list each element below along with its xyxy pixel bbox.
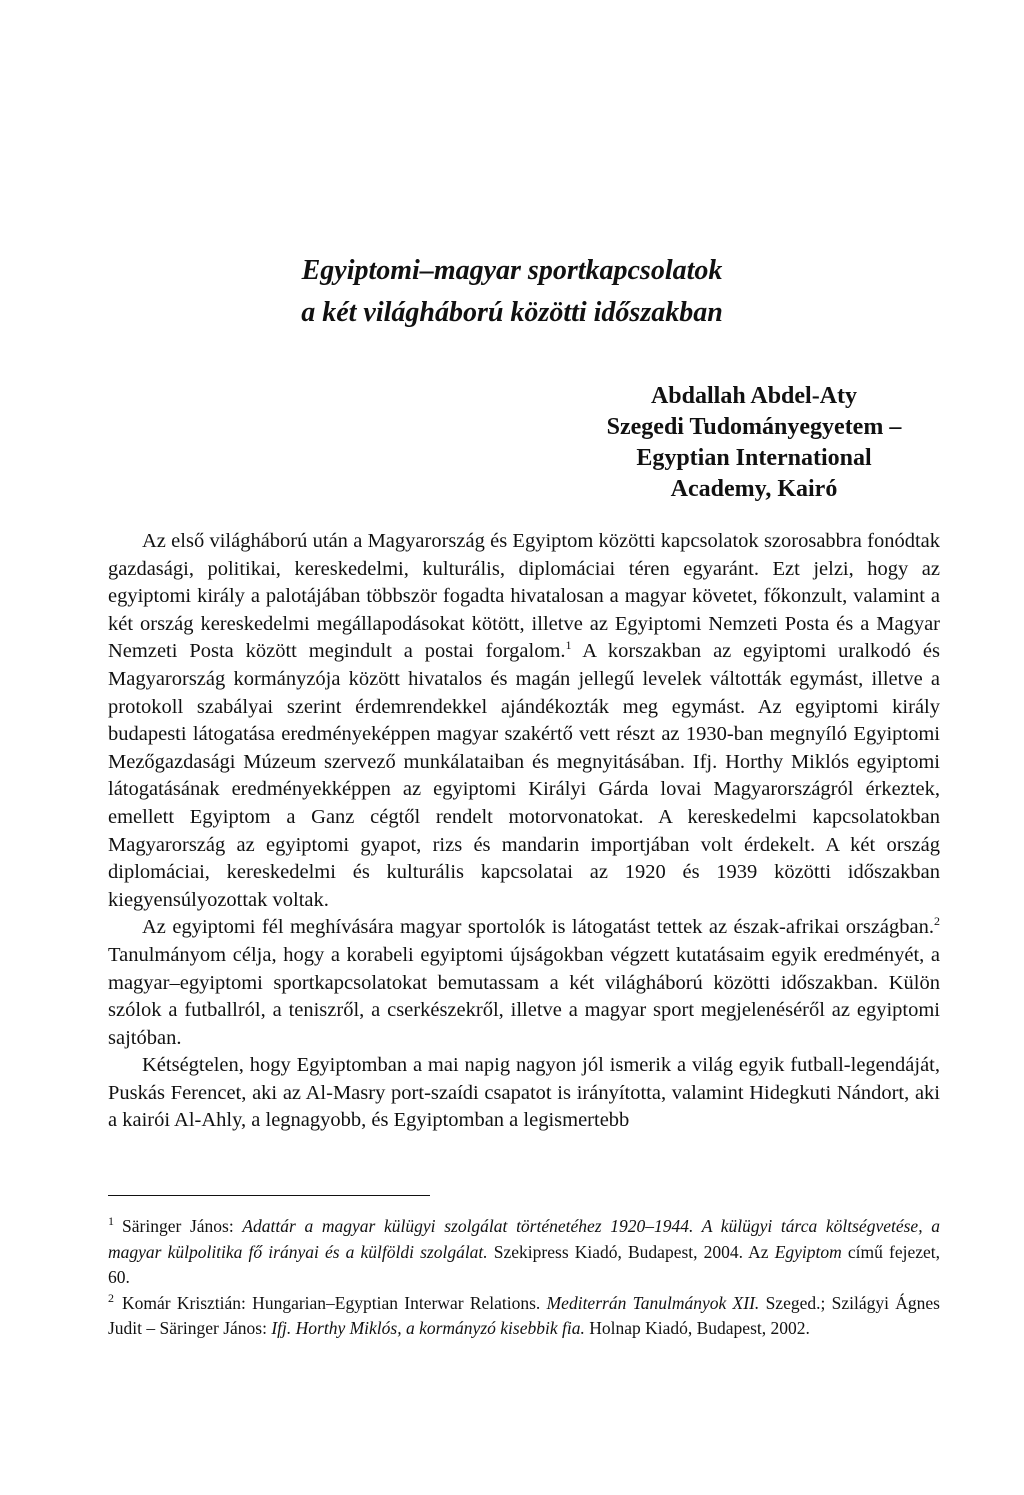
footnote-2-text-c: Holnap Kiadó, Budapest, 2002. [584, 1318, 810, 1338]
paragraph-3: Kétségtelen, hogy Egyiptomban a mai napig nagyon jól ismerik a világ egyik futball-legendáját, Puskás Ferencet, aki az Al-Masry port-szaídi csapatot is irányította, valamint Hidegkuti Nándort, aki a kairói Al-Ahly, a legnagyobb, és Egyiptomban a legismertebb [108, 1054, 940, 1132]
title-line-1: Egyiptomi–magyar sportkapcsolatok [301, 255, 723, 286]
paragraph-2-part-b: Tanulmányom célja, hogy a korabeli egyiptomi újságokban végzett kutatásaim egyik eredményét, a magyar–egyiptomi sportkapcsolatokat bemutassam a két világháború közötti időszakban. Külön szólok a futballról, a teniszről, a cserkészekről, illetve a magyar sport megjelenéséről az egyiptomi sajtóban. [108, 943, 940, 1049]
footnote-1-text-a: Säringer János: [122, 1216, 243, 1236]
footnotes [108, 1214, 940, 1342]
author-affiliation-3: Academy, Kairó [670, 476, 838, 502]
paragraph-2-part-a: Az egyiptomi fél meghívására magyar sportolók is látogatást tettek az észak-afrikai országban. [142, 916, 934, 939]
article-title [200, 250, 824, 334]
footnote-2-italic-1: Mediterrán Tanulmányok XII. [546, 1292, 760, 1313]
author-block [584, 381, 924, 505]
paragraph-1-part-b: A korszakban az egyiptomi uralkodó és Magyarország kormányzója között hivatalos és magán jellegű levelek váltották egymást, illetve a protokoll szabályai szerint érdemrendekkel ajándékozták meg egymást. Az egyiptomi király budapesti látogatása eredményeképpen magyar szakértő vett részt az 1930-ban megnyíló Egyiptomi Mezőgazdasági Múzeum szervező munkálataiban és megnyitásában. Ifj. Horthy Miklós egyiptomi látogatásának eredményekképpen az egyiptomi Királyi Gárda lovai Magyarországról érkeztek, emellett Egyiptom a Ganz cégtől rendelt motorvonatokat. A kereskedelmi kapcsolatokban Magyarország az egyiptomi gyapot, rizs és mandarin importjában volt érdekelt. A két ország diplomáciai, kereskedelmi és kulturális kapcsolatai az 1920 és 1939 közötti időszakban kiegyensúlyozottak voltak. [108, 640, 940, 911]
paragraph-2 [108, 914, 940, 1052]
paragraph-1 [108, 528, 940, 914]
footnote-2 [108, 1291, 940, 1342]
paragraph-1-part-a: Az első világháború után a Magyarország és Egyiptom közötti kapcsolatok szorosabbra fonódtak gazdasági, politikai, kereskedelmi, kulturális, diplomáciai téren egyaránt. Ezt jelzi, hogy az egyiptomi király a palotájában többször fogadta hivatalosan a magyar követet, főkonzult, valamint a két ország kereskedelmi megállapodásokat kötött, illetve az Egyiptomi Nemzeti Posta és a Magyar Nemzeti Posta között megindult a postai forgalom. [108, 530, 940, 663]
footnote-1-text-b: Szekipress Kiadó, Budapest, 2004. Az [487, 1241, 775, 1262]
footnote-1-text-c: című fejezet, 60. [108, 1241, 940, 1287]
footnote-1 [108, 1214, 940, 1291]
author-name: Abdallah Abdel-Aty [650, 383, 858, 409]
footnote-1-italic-1: Adattár a magyar külügyi szolgálat történetéhez 1920–1944. A külügyi tárca költségvetése, a magyar külpolitika fő irányai és a külföldi szolgálat. [108, 1216, 940, 1262]
footnote-2-number: 2 [108, 1290, 114, 1305]
footnote-ref-2: 2 [934, 914, 940, 929]
author-affiliation-2: Egyptian International [636, 445, 872, 471]
author-affiliation-1: Szegedi Tudományegyetem – [606, 414, 902, 440]
footnote-1-italic-2: Egyiptom [774, 1241, 842, 1262]
title-line-2: a két világháború közötti időszakban [301, 297, 723, 328]
footnote-2-italic-2: Ifj. Horthy Miklós, a kormányzó kisebbik fia. [271, 1318, 585, 1338]
footnote-ref-1: 1 [565, 638, 572, 653]
article-body [108, 528, 940, 1135]
footnote-1-number: 1 [108, 1214, 114, 1229]
footnote-2-text-a: Komár Krisztián: Hungarian–Egyptian Interwar Relations. [122, 1292, 547, 1313]
footnote-separator [108, 1195, 430, 1196]
footnote-2-text-b: Szeged.; Szilágyi Ágnes Judit – Säringer János: [108, 1292, 940, 1338]
